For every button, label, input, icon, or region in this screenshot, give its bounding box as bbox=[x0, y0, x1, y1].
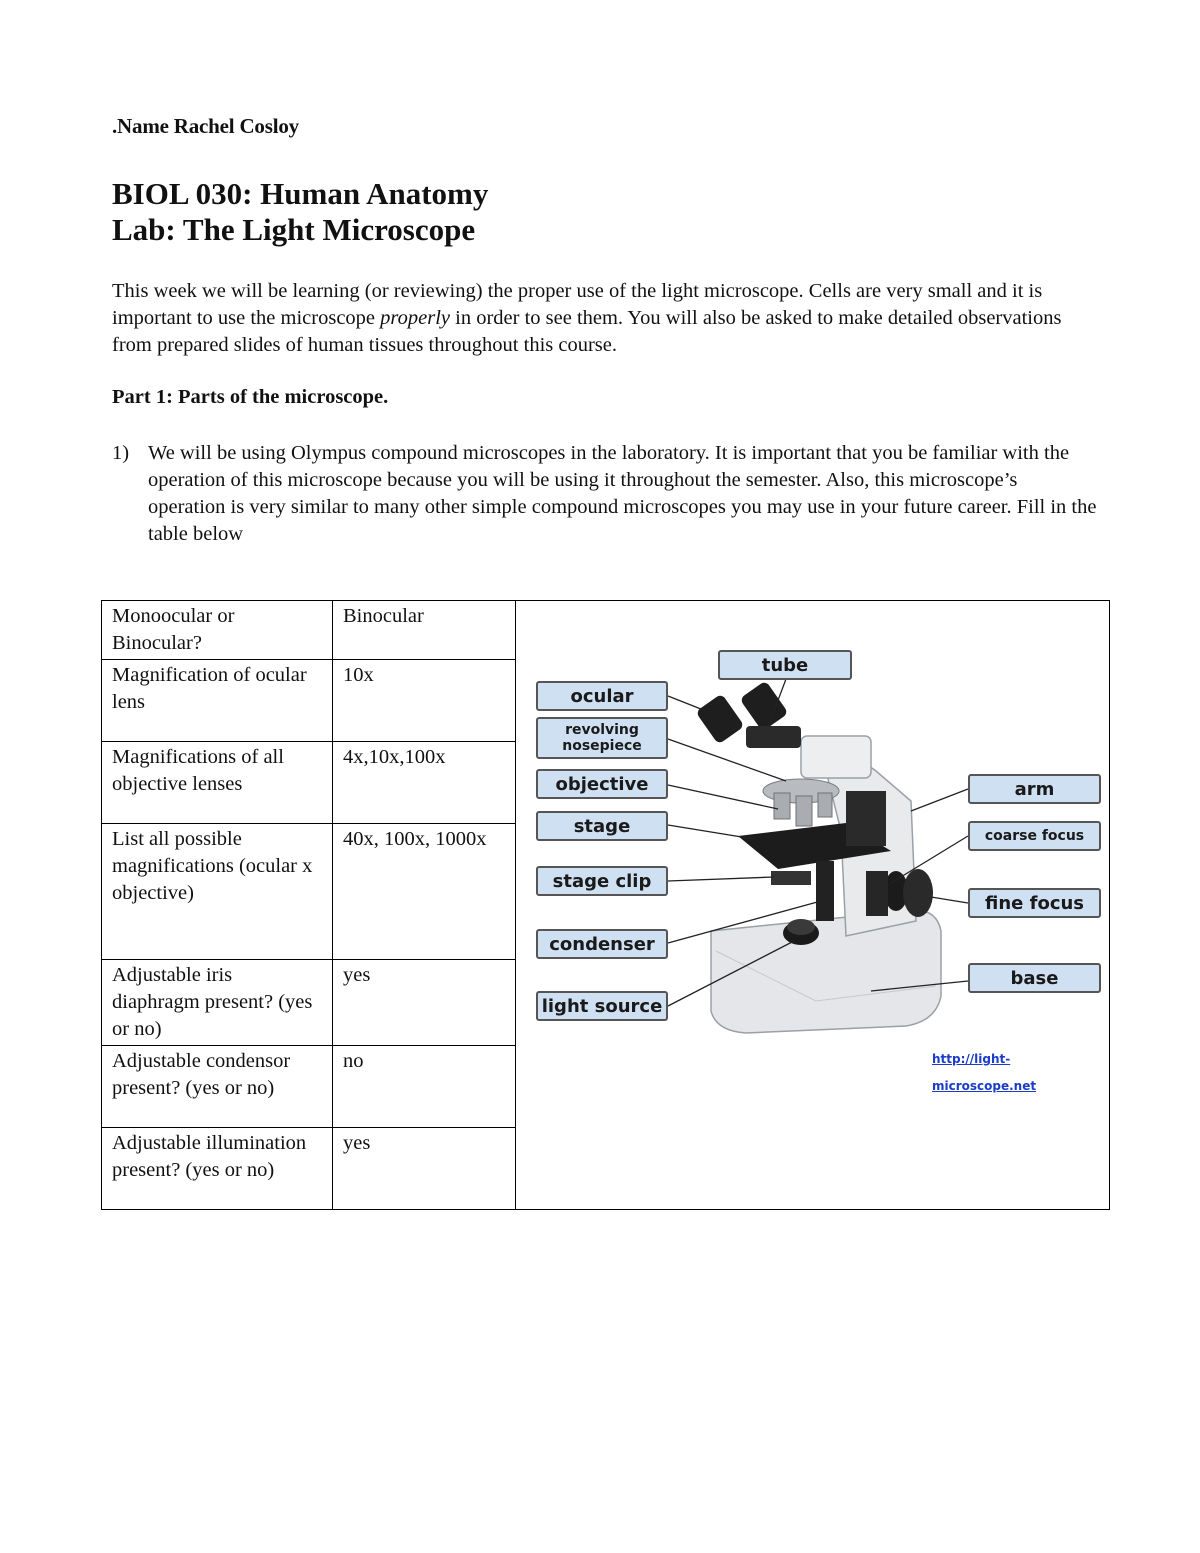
question-cell: List all possible magnifications (ocular x objective) bbox=[102, 824, 333, 960]
answer-cell[interactable]: 40x, 100x, 1000x bbox=[333, 824, 516, 960]
part1-heading: Part 1: Parts of the microscope. bbox=[112, 386, 389, 408]
question-cell: Magnifications of all objective lenses bbox=[102, 742, 333, 824]
answer-cell[interactable]: Binocular bbox=[333, 601, 516, 660]
label-coarse-focus: coarse focus bbox=[968, 821, 1101, 851]
intro-paragraph bbox=[112, 278, 1097, 359]
student-name: .Name Rachel Cosloy bbox=[112, 114, 299, 138]
label-base: base bbox=[968, 963, 1101, 993]
item-number: 1) bbox=[112, 442, 130, 464]
label-tube: tube bbox=[718, 650, 852, 680]
microscope-diagram bbox=[516, 601, 1108, 1201]
question-cell: Magnification of ocular lens bbox=[102, 660, 333, 742]
intro-text-end: in order to see them. You will also be asked to make detailed observations from prepared slides of human tissues throughout this course. bbox=[112, 307, 1062, 356]
question-cell: Adjustable iris diaphragm present? (yes or no) bbox=[102, 960, 333, 1046]
diagram-cell bbox=[516, 601, 1110, 1210]
answer-cell[interactable]: yes bbox=[333, 1128, 516, 1210]
table-row bbox=[102, 601, 1110, 660]
course-title: BIOL 030: Human Anatomy bbox=[112, 176, 489, 211]
question-cell: Monoocular or Binocular? bbox=[102, 601, 333, 660]
question-cell: Adjustable illumination present? (yes or no) bbox=[102, 1128, 333, 1210]
label-light-source: light source bbox=[536, 991, 668, 1021]
label-stage-clip: stage clip bbox=[536, 866, 668, 896]
label-condenser: condenser bbox=[536, 929, 668, 959]
answer-cell[interactable]: no bbox=[333, 1046, 516, 1128]
intro-emphasis: properly bbox=[380, 307, 450, 329]
answer-cell[interactable]: yes bbox=[333, 960, 516, 1046]
label-arm: arm bbox=[968, 774, 1101, 804]
label-stage: stage bbox=[536, 811, 668, 841]
intro-text-start: This week we will be learning (or reviewing) the proper use of the light microscope. Cells are very small and it is important to use the microscope bbox=[112, 280, 1043, 329]
item-text: We will be using Olympus compound microscopes in the laboratory. It is important that you be familiar with the operation of this microscope because you will be using it throughout the semester. Also, this microscope’s operation is very similar to many other simple compound microscopes you may use in your future career. Fill in the table below bbox=[148, 442, 1097, 545]
question-cell: Adjustable condensor present? (yes or no) bbox=[102, 1046, 333, 1128]
label-fine-focus: fine focus bbox=[968, 888, 1101, 918]
source-link[interactable]: http://light-microscope.net bbox=[932, 1052, 1037, 1093]
lab-title: Lab: The Light Microscope bbox=[112, 212, 476, 247]
label-revolving-nosepiece: revolving nosepiece bbox=[536, 717, 668, 759]
label-ocular: ocular bbox=[536, 681, 668, 711]
label-objective: objective bbox=[536, 769, 668, 799]
microscope-table bbox=[101, 600, 1110, 1210]
answer-cell[interactable]: 4x,10x,100x bbox=[333, 742, 516, 824]
answer-cell[interactable]: 10x bbox=[333, 660, 516, 742]
